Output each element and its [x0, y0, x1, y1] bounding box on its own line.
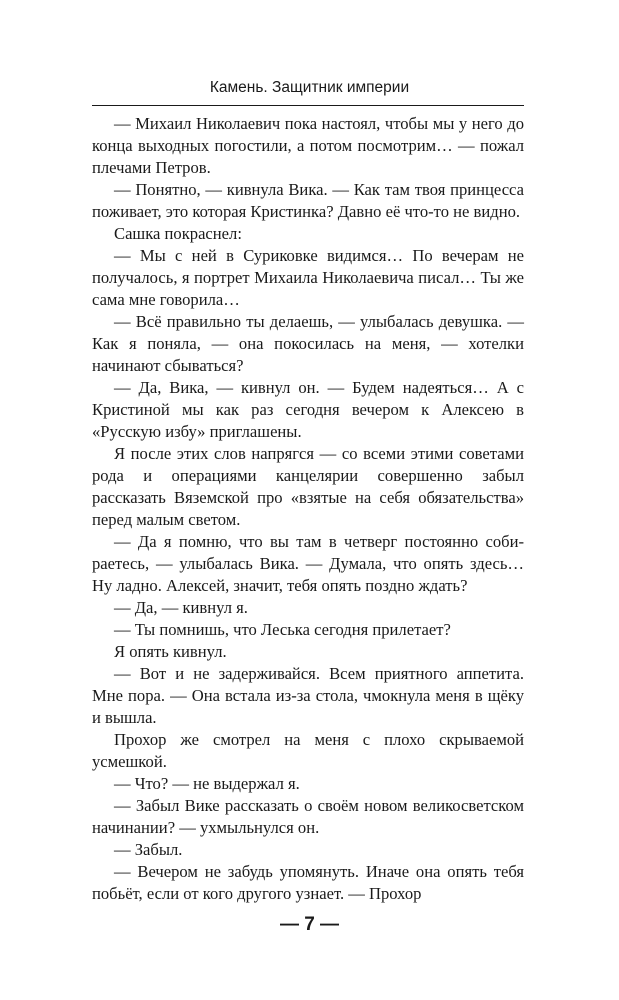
paragraph: — Всё правильно ты делаешь, — улыбалась девушка. — Как я поняла, — она покосилась на меня, — хотелки начинают сбываться? [92, 312, 524, 375]
paragraph: — Мы с ней в Суриковке видимся… По вечерам не получалось, я портрет Михаила Николаевича писал… Ты же сама мне говорила… [92, 246, 524, 309]
paragraph: — Забыл Вике рассказать о своём новом великосветском начинании? — ухмыльнулся он. [92, 796, 524, 837]
paragraph: Я после этих слов напрягся — со всеми этими советами рода и операциями канцелярии совершенно забыл рассказать Вяземской про «взятые на себя обязательства» перед малым светом. [92, 444, 524, 529]
paragraph: Прохор же смотрел на меня с плохо скрываемой усмешкой. [92, 730, 524, 771]
paragraph: Я опять кивнул. [114, 642, 227, 661]
paragraph: — Забыл. [114, 840, 183, 859]
paragraph: — Вечером не забудь упомянуть. Иначе она опять тебя побьёт, если от кого другого узнает. — Прохор [92, 862, 524, 903]
paragraph: — Ты помнишь, что Леська сегодня прилетает? [114, 620, 451, 639]
paragraph: — Понятно, — кивнула Вика. — Как там твоя принцесса поживает, это которая Кристинка? Давно её что-то не видно. [92, 180, 524, 221]
page-number: — 7 — [279, 914, 340, 935]
paragraph: — Да, Вика, — кивнул он. — Будем надеяться… А с Кристиной мы как раз сегодня вечером к Алексею в «Русскую избу» приглашены. [92, 378, 524, 441]
body-text [92, 113, 524, 905]
paragraph: Сашка покраснел: [114, 224, 242, 243]
running-head-title: Камень. Защитник империи [209, 79, 410, 96]
header-rule [92, 105, 524, 106]
paragraph: — Вот и не задерживайся. Всем приятного аппетита. Мне пора. — Она встала из-за стола, чмокнула меня в щёку и вышла. [92, 664, 524, 727]
paragraph: — Да я помню, что вы там в четверг постоянно собираетесь, — улыбалась Вика. — Думала, что опять здесь… Ну ладно. Алексей, значит, тебя опять поздно ждать? [92, 532, 524, 595]
paragraph: — Михаил Николаевич пока настоял, чтобы мы у него до конца выходных погостили, а потом посмотрим… — пожал плечами Петров. [92, 114, 524, 177]
paragraph: — Да, — кивнул я. [114, 598, 248, 617]
paragraph: — Что? — не выдержал я. [114, 774, 300, 793]
